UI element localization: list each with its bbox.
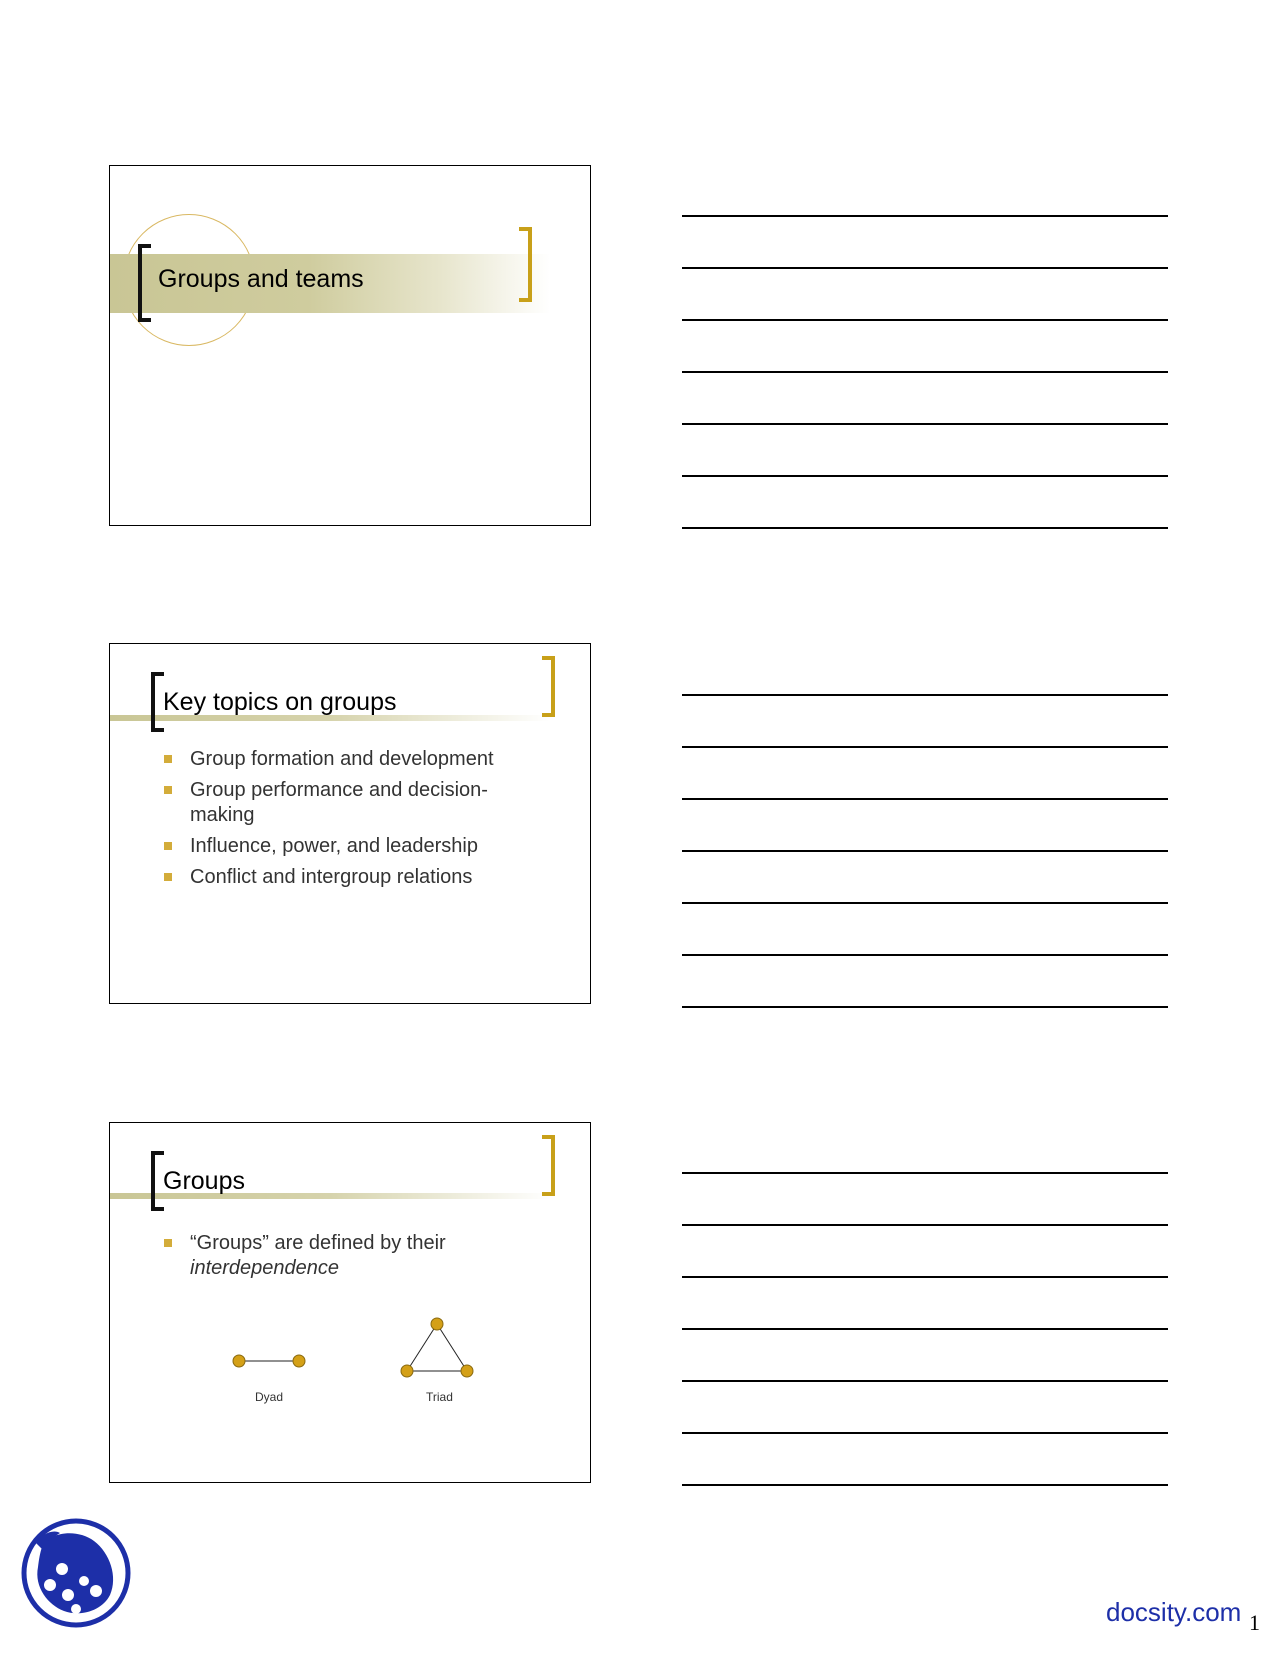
triad-node — [431, 1318, 443, 1330]
dyad-node — [293, 1355, 305, 1367]
slide-1 — [109, 165, 591, 526]
slide-title: Key topics on groups — [163, 688, 397, 716]
slide-2 — [109, 643, 591, 1004]
note-line — [682, 798, 1168, 800]
right-bracket-decoration — [519, 227, 532, 302]
note-line — [682, 694, 1168, 696]
list-item — [164, 834, 534, 859]
square-bullet-icon — [164, 755, 172, 763]
list-item — [164, 747, 534, 772]
note-line — [682, 1224, 1168, 1226]
triad-edge — [407, 1324, 437, 1371]
slide-title: Groups and teams — [158, 265, 364, 293]
group-diagram — [110, 1123, 591, 1483]
note-line — [682, 1006, 1168, 1008]
note-line — [682, 1432, 1168, 1434]
square-bullet-icon — [164, 842, 172, 850]
triad-edge — [437, 1324, 467, 1371]
note-line — [682, 1380, 1168, 1382]
dyad-node — [233, 1355, 245, 1367]
bullet-text: Conflict and intergroup relations — [190, 866, 473, 888]
triad-label: Triad — [426, 1390, 453, 1404]
note-line — [682, 746, 1168, 748]
note-line — [682, 1172, 1168, 1174]
note-line — [682, 267, 1168, 269]
square-bullet-icon — [164, 873, 172, 881]
note-line — [682, 1328, 1168, 1330]
note-line — [682, 954, 1168, 956]
bullet-emphasis: interdependence — [190, 1257, 340, 1279]
note-line — [682, 215, 1168, 217]
note-line — [682, 423, 1168, 425]
triad-node — [461, 1365, 473, 1377]
slide-3 — [109, 1122, 591, 1483]
note-line — [682, 902, 1168, 904]
docsity-logo-icon[interactable] — [20, 1517, 132, 1629]
list-item — [164, 778, 534, 828]
dyad-label: Dyad — [255, 1390, 284, 1404]
triad-node — [401, 1365, 413, 1377]
slide-title: Groups — [163, 1167, 245, 1195]
right-bracket-decoration — [542, 656, 555, 717]
square-bullet-icon — [164, 786, 172, 794]
bullet-text: Group formation and development — [190, 748, 494, 770]
note-line — [682, 1276, 1168, 1278]
bullet-list — [164, 747, 534, 896]
bullet-text: Influence, power, and leadership — [190, 835, 478, 857]
note-line — [682, 850, 1168, 852]
docsity-link[interactable]: docsity.com — [1106, 1597, 1242, 1627]
bullet-text: “Groups” are defined by their — [190, 1232, 446, 1254]
bullet-text: Group performance and decision-making — [190, 779, 488, 826]
note-line — [682, 527, 1168, 529]
left-bracket-decoration — [138, 244, 151, 322]
page-number: 1 — [1249, 1610, 1260, 1635]
note-line — [682, 1484, 1168, 1486]
note-line — [682, 371, 1168, 373]
note-line — [682, 475, 1168, 477]
list-item — [164, 865, 534, 890]
note-line — [682, 319, 1168, 321]
